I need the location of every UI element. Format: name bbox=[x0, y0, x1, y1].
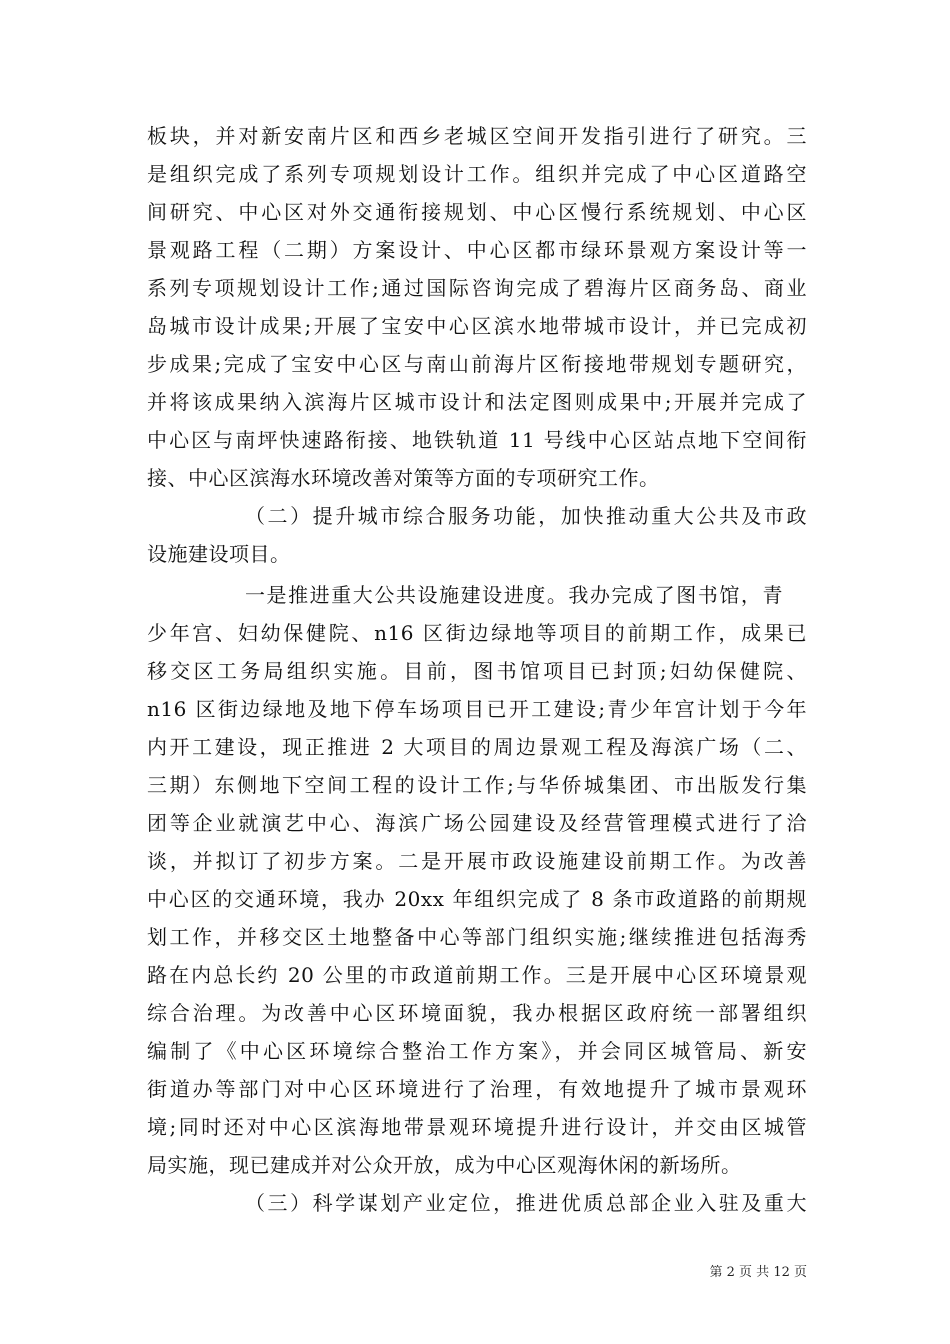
text-line: 接、中心区滨海水环境改善对策等方面的专项研究工作。 bbox=[147, 466, 660, 490]
text-line: 街道办等部门对中心区环境进行了治理，有效地提升了城市景观环 bbox=[147, 1077, 807, 1101]
text-line: 板块，并对新安南片区和西乡老城区空间开发指引进行了研究。三 bbox=[147, 124, 807, 148]
text-line: 步成果;完成了宝安中心区与南山前海片区衔接地带规划专题研究， bbox=[147, 352, 807, 376]
text-line: 间研究、中心区对外交通衔接规划、中心区慢行系统规划、中心区 bbox=[147, 200, 807, 224]
text-line: 是组织完成了系列专项规划设计工作。组织并完成了中心区道路空 bbox=[147, 162, 807, 186]
text-line: 境;同时还对中心区滨海地带景观环境提升进行设计，并交由区城管 bbox=[147, 1115, 807, 1139]
text-line: 局实施，现已建成并对公众开放，成为中心区观海休闲的新场所。 bbox=[147, 1153, 742, 1177]
text-line: 系列专项规划设计工作;通过国际咨询完成了碧海片区商务岛、商业 bbox=[147, 276, 807, 300]
text-line: 团等企业就演艺中心、海滨广场公园建设及经营管理模式进行了洽 bbox=[147, 811, 807, 835]
section-heading-2-cont: 设施建设项目。 bbox=[147, 542, 291, 566]
text-line: 岛城市设计成果;开展了宝安中心区滨水地带城市设计，并已完成初 bbox=[147, 314, 807, 338]
section-heading-2: （二）提升城市综合服务功能，加快推动重大公共及市政 bbox=[245, 504, 807, 528]
section-heading-3: （三）科学谋划产业定位，推进优质总部企业入驻及重大 bbox=[245, 1191, 807, 1215]
text-line: 移交区工务局组织实施。目前，图书馆项目已封顶;妇幼保健院、 bbox=[147, 659, 807, 683]
page-number-footer: 第 2 页 共 12 页 bbox=[709, 1265, 807, 1280]
text-line: 中心区的交通环境，我办 20xx 年组织完成了 8 条市政道路的前期规 bbox=[147, 887, 807, 911]
text-line: 少年宫、妇幼保健院、n16 区街边绿地等项目的前期工作，成果已 bbox=[147, 621, 807, 645]
text-line: 内开工建设，现正推进 2 大项目的周边景观工程及海滨广场（二、 bbox=[147, 735, 807, 759]
text-line: 中心区与南坪快速路衔接、地铁轨道 11 号线中心区站点地下空间衔 bbox=[147, 428, 807, 452]
text-line: 并将该成果纳入滨海片区城市设计和法定图则成果中;开展并完成了 bbox=[147, 390, 807, 414]
text-line: 综合治理。为改善中心区环境面貌，我办根据区政府统一部署组织 bbox=[147, 1001, 807, 1025]
text-line: 谈，并拟订了初步方案。二是开展市政设施建设前期工作。为改善 bbox=[147, 849, 807, 873]
text-line: 三期）东侧地下空间工程的设计工作;与华侨城集团、市出版发行集 bbox=[147, 773, 807, 797]
text-line: 编制了《中心区环境综合整治工作方案》，并会同区城管局、新安 bbox=[147, 1039, 807, 1063]
text-line: 一是推进重大公共设施建设进度。我办完成了图书馆，青 bbox=[245, 583, 783, 607]
text-line: n16 区街边绿地及地下停车场项目已开工建设;青少年宫计划于今年 bbox=[147, 697, 807, 721]
text-line: 路在内总长约 20 公里的市政道前期工作。三是开展中心区环境景观 bbox=[147, 963, 807, 987]
text-line: 景观路工程（二期）方案设计、中心区都市绿环景观方案设计等一 bbox=[147, 238, 807, 262]
text-line: 划工作，并移交区土地整备中心等部门组织实施;继续推进包括海秀 bbox=[147, 925, 807, 949]
